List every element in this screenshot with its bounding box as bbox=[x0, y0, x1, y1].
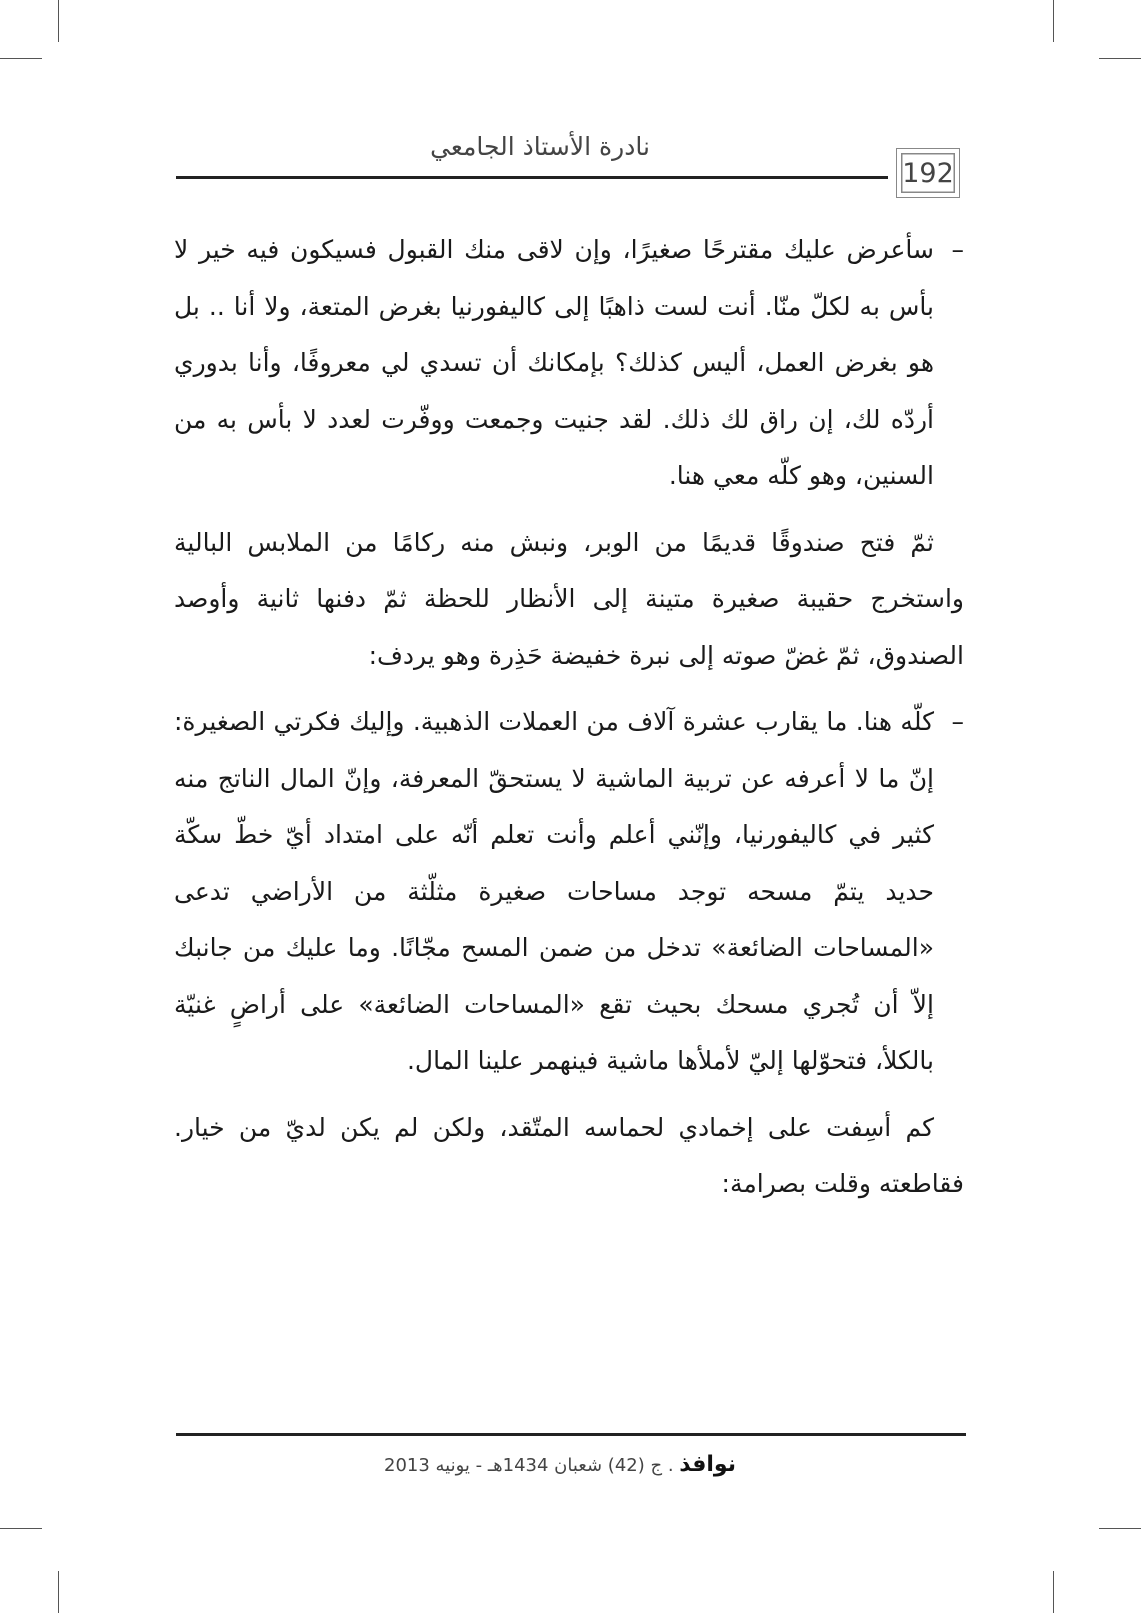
dialogue-dash: – bbox=[951, 707, 964, 736]
body-text bbox=[174, 222, 964, 1223]
running-header-title: نادرة الأستاذ الجامعي bbox=[430, 132, 650, 161]
header-rule bbox=[176, 176, 888, 179]
paragraph bbox=[174, 515, 964, 685]
crop-mark bbox=[58, 1571, 59, 1613]
paragraph bbox=[174, 222, 964, 505]
paragraph bbox=[174, 694, 964, 1090]
crop-mark bbox=[58, 0, 59, 42]
paragraph-text: كم أسِفت على إخمادي لحماسه المتّقد، ولكن لم يكن لديّ من خيار. فقاطعته وقلت بصرامة: bbox=[174, 1112, 964, 1198]
page-number: 192 bbox=[896, 148, 960, 198]
paragraph-text: كلّه هنا. ما يقارب عشرة آلاف من العملات الذهبية. وإليك فكرتي الصغيرة: إنّ ما لا أعرفه عن تربية الماشية لا يستحقّ المعرفة، وإنّ المال الناتج منه كثير في كاليفورنيا، وإنّني أعلم وأنت تعلم أنّه على امتداد أيّ خطّ سكّة حديد يتمّ مسحه توجد مساحات صغيرة مثلّثة من الأراضي تدعى «المساحات الضائعة» تدخل من ضمن المسح مجّانًا. وما عليك من جانبك إلاّ أن تُجري مسحك بحيث تقع «المساحات الضائعة» على أراضٍ غنيّة بالكلأ، فتحوّلها إليّ لأملأها ماشية فينهمر علينا المال. bbox=[174, 707, 934, 1075]
dialogue-dash: – bbox=[951, 235, 964, 264]
footer-issue-info bbox=[300, 1452, 820, 1477]
crop-mark bbox=[1099, 58, 1141, 59]
crop-mark bbox=[0, 1528, 42, 1529]
magazine-logo: نوافذ bbox=[679, 1452, 736, 1477]
crop-mark bbox=[1053, 1571, 1054, 1613]
paragraph-text: سأعرض عليك مقترحًا صغيرًا، وإن لاقى منك القبول فسيكون فيه خير لا بأس به لكلّ منّا. أنت لست ذاهبًا إلى كاليفورنيا بغرض المتعة، ولا أنا .. بل هو بغرض العمل، أليس كذلك؟ بإمكانك أن تسدي لي معروفًا، وأنا بدوري أردّه لك، إن راق لك ذلك. لقد جنيت وجمعت ووفّرت لعدد لا بأس به من السنين، وهو كلّه معي هنا. bbox=[174, 235, 934, 490]
crop-mark bbox=[1053, 0, 1054, 42]
paragraph bbox=[174, 1100, 964, 1213]
crop-mark bbox=[1099, 1528, 1141, 1529]
paragraph-text: ثمّ فتح صندوقًا قديمًا من الوبر، ونبش منه ركامًا من الملابس البالية واستخرج حقيبة صغيرة متينة إلى الأنظار للحظة ثمّ دفنها ثانية وأوصد الصندوق، ثمّ غضّ صوته إلى نبرة خفيضة حَذِرة وهو يردف: bbox=[174, 527, 964, 670]
footer-rule bbox=[176, 1433, 966, 1436]
issue-details: . ج (42) شعبان 1434هـ - يونيه 2013 bbox=[384, 1455, 674, 1476]
crop-mark bbox=[0, 58, 42, 59]
